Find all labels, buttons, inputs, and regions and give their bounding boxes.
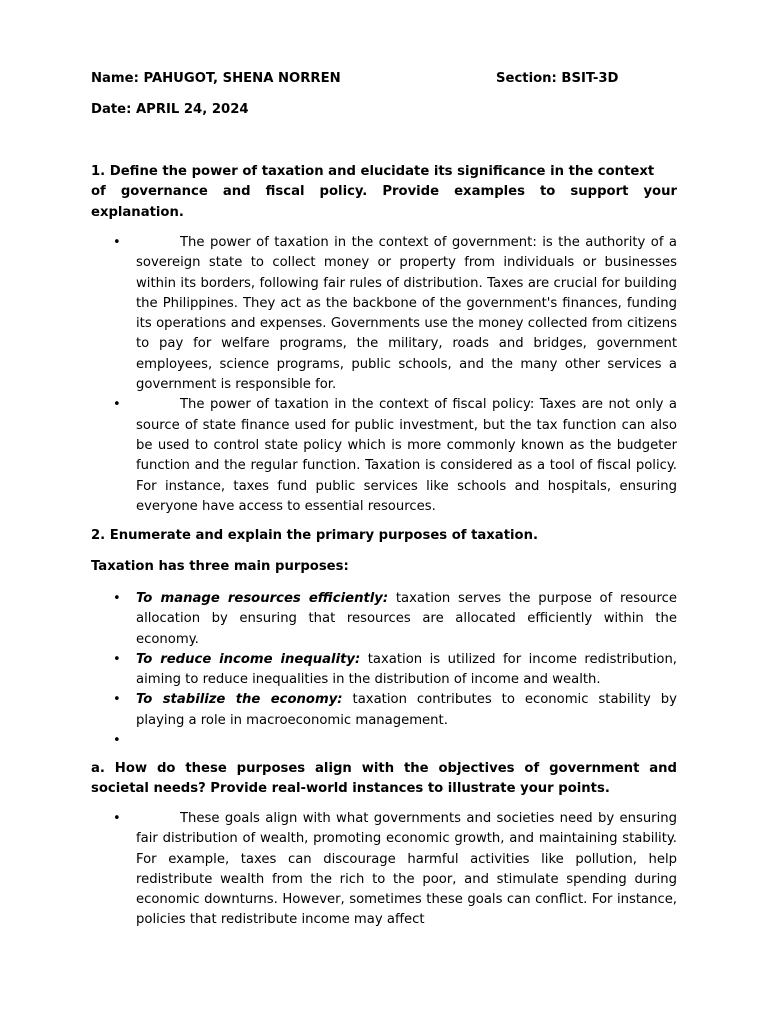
answer-text: The power of taxation in the context of fiscal policy: Taxes are not only a source of state finance used for public investment, but the tax function can also be used to control state policy which is more commonly known as the budgeter function and the regular function. Taxation is considered as a tool of fiscal policy. For instance, taxes fund public services like schools and hospitals, ensuring everyone have access to essential resources. — [136, 397, 677, 514]
question-a-line: a. How do these purposes align with the objectives of government and — [91, 761, 677, 776]
bullet-icon: • — [113, 811, 121, 826]
list-item — [0, 690, 677, 731]
student-section: Section: BSIT-3D — [496, 71, 619, 86]
question-a — [91, 759, 677, 800]
bullet-icon: • — [113, 733, 121, 749]
bullet-icon: • — [113, 235, 121, 250]
purpose-term: To manage resources efficiently: — [136, 591, 389, 606]
list-item — [0, 395, 677, 517]
purposes-list — [0, 589, 768, 751]
list-item — [0, 650, 677, 691]
answer-text: These goals align with what governments and societies need by ensuring fair distribution of wealth, promoting economic growth, and maintaining stability. For example, taxes can discourage harmful activities like pollution, help redistribute wealth from the rich to the poor, and stimulate spending during economic downturns. However, sometimes these goals can conflict. For instance, policies that redistribute income may affect — [136, 811, 677, 928]
list-item — [0, 731, 677, 751]
student-name: Name: PAHUGOT, SHENA NORREN — [91, 71, 341, 86]
purposes-intro: Taxation has three main purposes: — [91, 559, 349, 574]
bullet-icon: • — [113, 692, 121, 708]
question-1-line: explanation. — [91, 204, 184, 220]
bullet-icon: • — [113, 651, 121, 667]
question-1-answer-list — [0, 233, 768, 517]
question-2: 2. Enumerate and explain the primary purposes of taxation. — [91, 528, 538, 543]
list-item — [0, 233, 677, 395]
question-a-answer-list — [0, 809, 768, 931]
list-item — [0, 809, 677, 931]
purpose-text: taxation serves the purpose of resource allocation by ensuring that resources are allocated efficiently within the economy. — [136, 591, 677, 647]
purpose-text: taxation contributes to economic stability by playing a role in macroeconomic management. — [136, 692, 677, 728]
question-1-line: 1. Define the power of taxation and elucidate its significance in the context — [91, 164, 655, 179]
purpose-term: To reduce income inequality: — [136, 651, 361, 667]
answer-text: The power of taxation in the context of government: is the authority of a sovereign state to collect money or property from individuals or businesses within its borders, following fair rules of distribution. Taxes are crucial for building the Philippines. They act as the backbone of the government's finances, funding its operations and expenses. Governments use the money collected from citizens to pay for welfare programs, the military, roads and bridges, government employees, science programs, public schools, and the many other services a government is responsible for. — [136, 235, 677, 393]
question-a-line: societal needs? Provide real-world instances to illustrate your points. — [91, 781, 610, 797]
question-1 — [91, 162, 677, 223]
purpose-text: taxation is utilized for income redistribution, aiming to reduce inequalities in the distribution of income and wealth. — [136, 651, 677, 688]
list-item — [0, 589, 677, 650]
bullet-icon: • — [113, 591, 121, 606]
document-date: Date: APRIL 24, 2024 — [91, 102, 249, 117]
question-1-line: of governance and fiscal policy. Provide examples to support your — [91, 184, 677, 200]
bullet-icon: • — [113, 397, 121, 413]
header-line — [91, 71, 691, 91]
purpose-term: To stabilize the economy: — [136, 692, 343, 708]
